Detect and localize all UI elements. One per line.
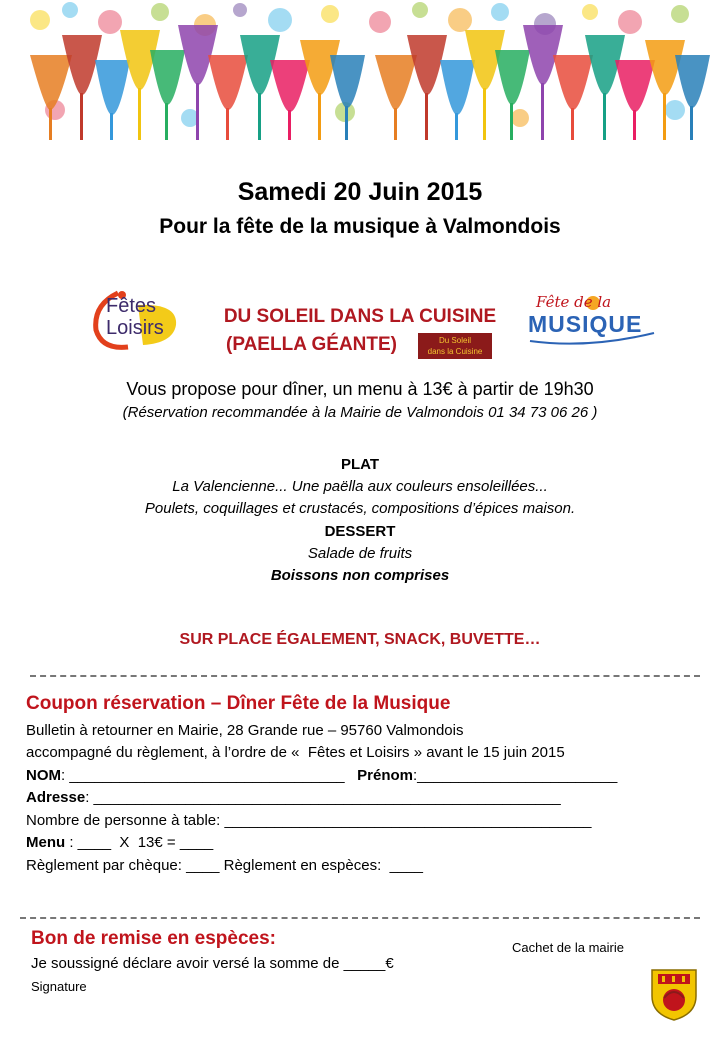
plat-line2: Poulets, coquillages et crustacés, compositions d’épices maison. — [144, 500, 576, 517]
coupon-title: Coupon réservation – Dîner Fête de la Musique — [26, 693, 451, 714]
prenom-label: Prénom — [357, 767, 414, 784]
menu-proposal: Vous propose pour dîner, un menu à 13€ à partir de 19h30 — [126, 379, 594, 399]
coupon-payment-note: accompagné du règlement, à l’ordre de « Fêtes et Loisirs » avant le 15 juin 2015 — [26, 744, 565, 761]
wine-glasses-banner — [0, 0, 720, 150]
prenom-field[interactable]: :________________________ — [413, 767, 618, 784]
dessert-line: Salade de fruits — [307, 545, 413, 562]
nom-row — [26, 767, 617, 784]
coupon-address: Bulletin à retourner en Mairie, 28 Grande rue – 95760 Valmondois — [26, 722, 464, 739]
plat-line1: La Valencienne... Une paëlla aux couleurs ensoleillées... — [172, 478, 548, 495]
event-subtitle: Pour la fête de la musique à Valmondois — [159, 215, 561, 238]
event-subname: (PAELLA GÉANTE) — [226, 334, 397, 355]
adresse-row — [26, 789, 561, 806]
soleil-cuisine-badge — [418, 333, 492, 359]
coat-of-arms-icon — [650, 968, 698, 1022]
plat-heading: PLAT — [340, 456, 380, 473]
fetes-text: Fêtes — [106, 295, 157, 317]
musique-text: MUSIQUE — [528, 311, 643, 337]
nombre-row[interactable]: Nombre de personne à table: ____________________________________________ — [26, 812, 592, 829]
bon-title: Bon de remise en espèces: — [31, 928, 276, 949]
badge-line1: Du Soleil — [438, 336, 471, 345]
declaration-line[interactable]: Je soussigné déclare avoir versé la somme de _____€ — [31, 955, 394, 972]
nom-field[interactable]: : _________________________________ — [61, 767, 345, 784]
menu-formula[interactable]: : ____ X 13€ = ____ — [65, 834, 214, 851]
menu-row — [26, 834, 213, 851]
event-date: Samedi 20 Juin 2015 — [237, 178, 483, 206]
fete-musique-logo — [528, 293, 658, 347]
reglement-row[interactable]: Règlement par chèque: ____ Règlement en espèces: ____ — [26, 857, 423, 874]
cut-line-bottom — [20, 917, 700, 919]
drinks-note: Boissons non comprises — [270, 567, 450, 584]
event-name: DU SOLEIL DANS LA CUISINE — [223, 306, 497, 327]
adresse-field[interactable]: : ________________________________________________________ — [85, 789, 561, 806]
fete-de-la-text: Fête de la — [536, 293, 612, 311]
signature-label: Signature — [31, 979, 87, 994]
onsite-note: SUR PLACE ÉGALEMENT, SNACK, BUVETTE… — [179, 631, 541, 648]
cut-line-top — [30, 675, 700, 677]
adresse-label: Adresse — [26, 789, 86, 806]
badge-line2: dans la Cuisine — [427, 347, 483, 356]
dessert-heading: DESSERT — [324, 523, 396, 540]
fetes-loisirs-logo — [88, 285, 188, 355]
cachet-label: Cachet de la mairie — [512, 940, 624, 955]
menu-label: Menu — [26, 834, 66, 851]
nom-label: NOM — [26, 767, 61, 784]
reservation-note: (Réservation recommandée à la Mairie de Valmondois 01 34 73 06 26 ) — [122, 404, 598, 421]
loisirs-text: Loisirs — [106, 317, 164, 339]
